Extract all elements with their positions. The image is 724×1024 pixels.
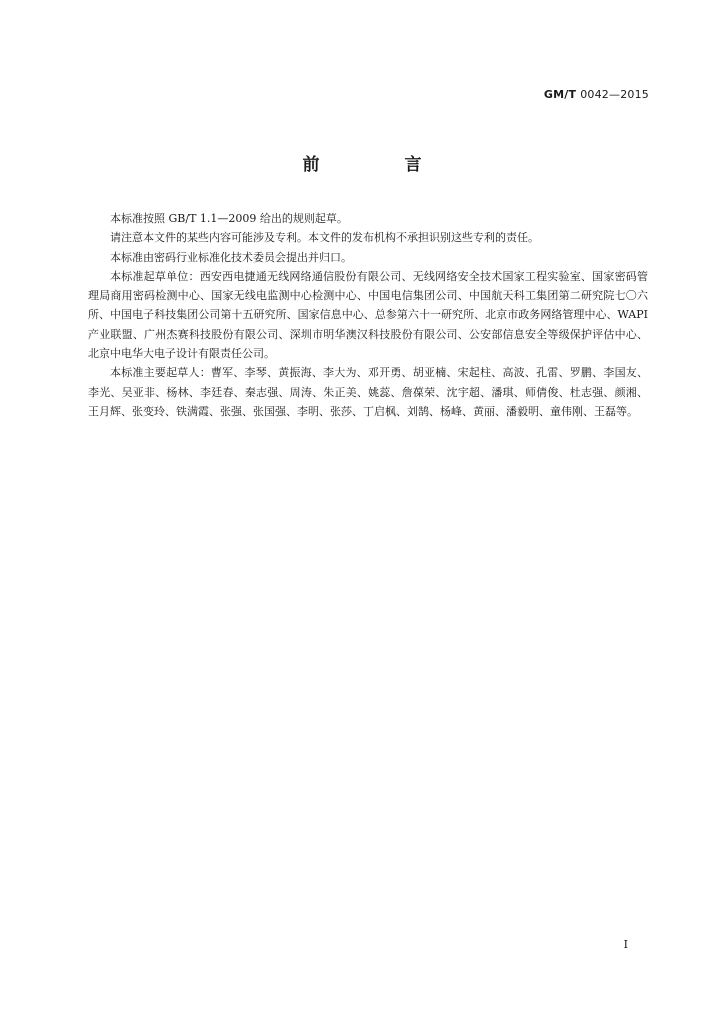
page-title: 前 言 (302, 155, 456, 175)
paragraph-drafters: 本标准主要起草人：曹军、李琴、黄振海、李大为、邓开勇、胡亚楠、宋起柱、高波、孔雷、罗鹏、李国友、李光、吴亚非、杨林、李廷春、秦志强、周涛、朱正美、姚蕊、詹葆荣、沈宇超、潘琪、师倩俊、杜志强、颜湘、王月辉、张变玲、铁满霞、张强、张国强、李明、张莎、丁启枫、刘鹄、杨峰、黄丽、潘毅明、童伟刚、王磊等。 (88, 366, 648, 418)
paragraph-patent-notice: 请注意本文件的某些内容可能涉及专利。本文件的发布机构不承担识别这些专利的责任。 (110, 231, 539, 245)
standard-prefix: GM/T (543, 88, 577, 101)
paragraph-proposer: 本标准由密码行业标准化技术委员会提出并归口。 (110, 250, 352, 264)
page-number: I (623, 938, 628, 951)
standard-number: 0042—2015 (580, 88, 649, 101)
paragraph-drafting-rules: 本标准按照 GB/T 1.1—2009 给出的规则起草。 (110, 212, 348, 225)
standard-code (544, 88, 649, 101)
paragraph-drafting-units: 本标准起草单位：西安西电捷通无线网络通信股份有限公司、无线网络安全技术国家工程实验室、国家密码管理局商用密码检测中心、国家无线电监测中心检测中心、中国电信集团公司、中国航天科工集团第二研究院七〇六所、中国电子科技集团公司第十五研究所、国家信息中心、总参第六十一研究所、北京市政务网络管理中心、WAPI产业联盟、广州杰赛科技股份有限公司、深圳市明华澳汉科技股份有限公司、公安部信息安全等级保护评估中心、北京中电华大电子设计有限责任公司。 (88, 269, 648, 361)
foreword-body (88, 209, 648, 421)
